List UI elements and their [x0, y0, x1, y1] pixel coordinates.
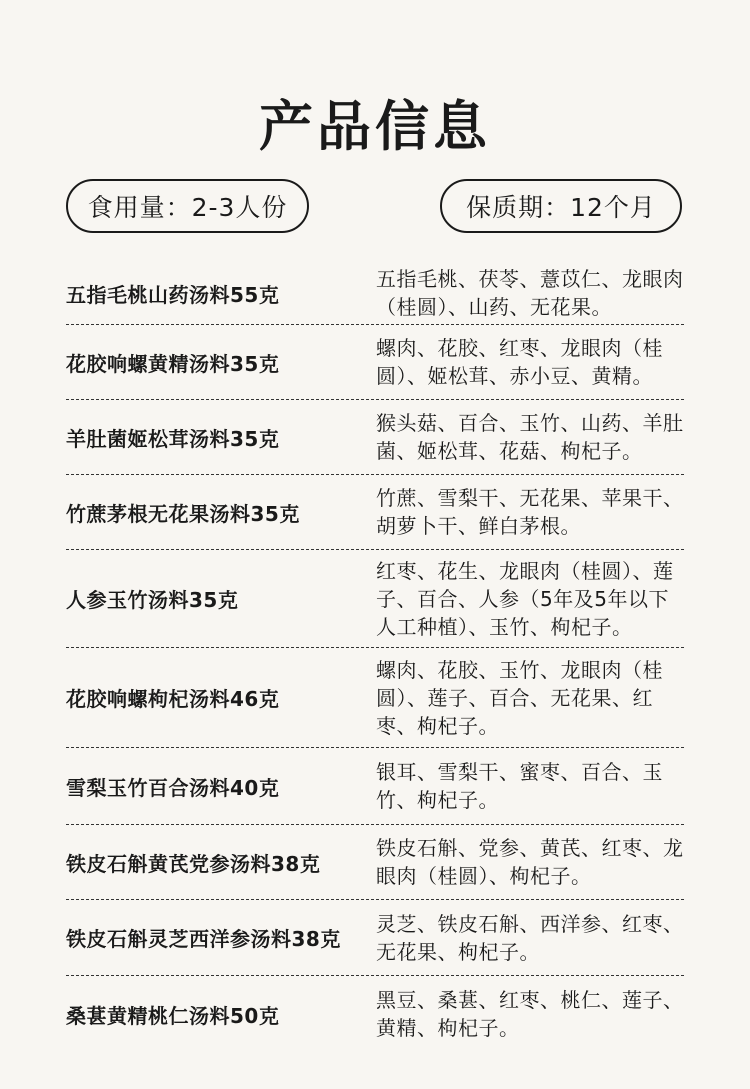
product-ingredients: 猴头菇、百合、玉竹、山药、羊肚菌、姬松茸、花菇、枸杞子。	[376, 411, 684, 463]
shelf-life-badge: 保质期：12个月	[440, 179, 682, 233]
product-name: 花胶响螺枸杞汤料46克	[66, 687, 280, 711]
product-ingredients: 灵芝、铁皮石斛、西洋参、红枣、无花果、枸杞子。	[376, 911, 684, 964]
product-name: 人参玉竹汤料35克	[66, 588, 239, 612]
table-row	[66, 475, 684, 550]
page-title: 产品信息	[259, 94, 491, 158]
table-row	[66, 900, 684, 976]
product-name: 铁皮石斛黄芪党参汤料38克	[66, 851, 321, 876]
table-row	[66, 748, 684, 825]
table-row	[66, 325, 684, 400]
product-name: 雪梨玉竹百合汤料40克	[66, 775, 280, 800]
product-name: 羊肚菌姬松茸汤料35克	[66, 426, 280, 451]
serving-size-badge: 食用量：2-3人份	[66, 179, 309, 233]
product-name: 铁皮石斛灵芝西洋参汤料38克	[66, 927, 341, 951]
table-row	[66, 262, 684, 325]
product-table	[66, 262, 684, 1052]
product-name: 五指毛桃山药汤料55克	[66, 282, 280, 307]
product-name: 花胶响螺黄精汤料35克	[66, 351, 280, 376]
table-row	[66, 825, 684, 900]
product-ingredients: 铁皮石斛、党参、黄芪、红枣、龙眼肉（桂圆）、枸杞子。	[376, 836, 684, 888]
product-ingredients: 银耳、雪梨干、蜜枣、百合、玉竹、枸杞子。	[376, 760, 663, 812]
table-row	[66, 400, 684, 475]
product-name: 桑葚黄精桃仁汤料50克	[66, 1003, 280, 1028]
product-ingredients: 螺肉、花胶、玉竹、龙眼肉（桂圆）、莲子、百合、无花果、红枣、枸杞子。	[376, 657, 663, 738]
product-ingredients: 螺肉、花胶、红枣、龙眼肉（桂圆）、姬松茸、赤小豆、黄精。	[376, 336, 663, 388]
table-row	[66, 550, 684, 648]
table-row	[66, 648, 684, 748]
product-ingredients: 五指毛桃、茯苓、薏苡仁、龙眼肉（桂圆）、山药、无花果。	[376, 267, 684, 319]
product-name: 竹蔗茅根无花果汤料35克	[66, 501, 300, 526]
product-ingredients: 竹蔗、雪梨干、无花果、苹果干、胡萝卜干、鲜白茅根。	[376, 486, 684, 538]
product-ingredients: 黑豆、桑葚、红枣、桃仁、莲子、黄精、枸杞子。	[376, 988, 684, 1040]
product-ingredients: 红枣、花生、龙眼肉（桂圆）、莲子、百合、人参（5年及5年以下人工种植）、玉竹、枸杞子。	[376, 558, 674, 639]
table-row	[66, 976, 684, 1052]
